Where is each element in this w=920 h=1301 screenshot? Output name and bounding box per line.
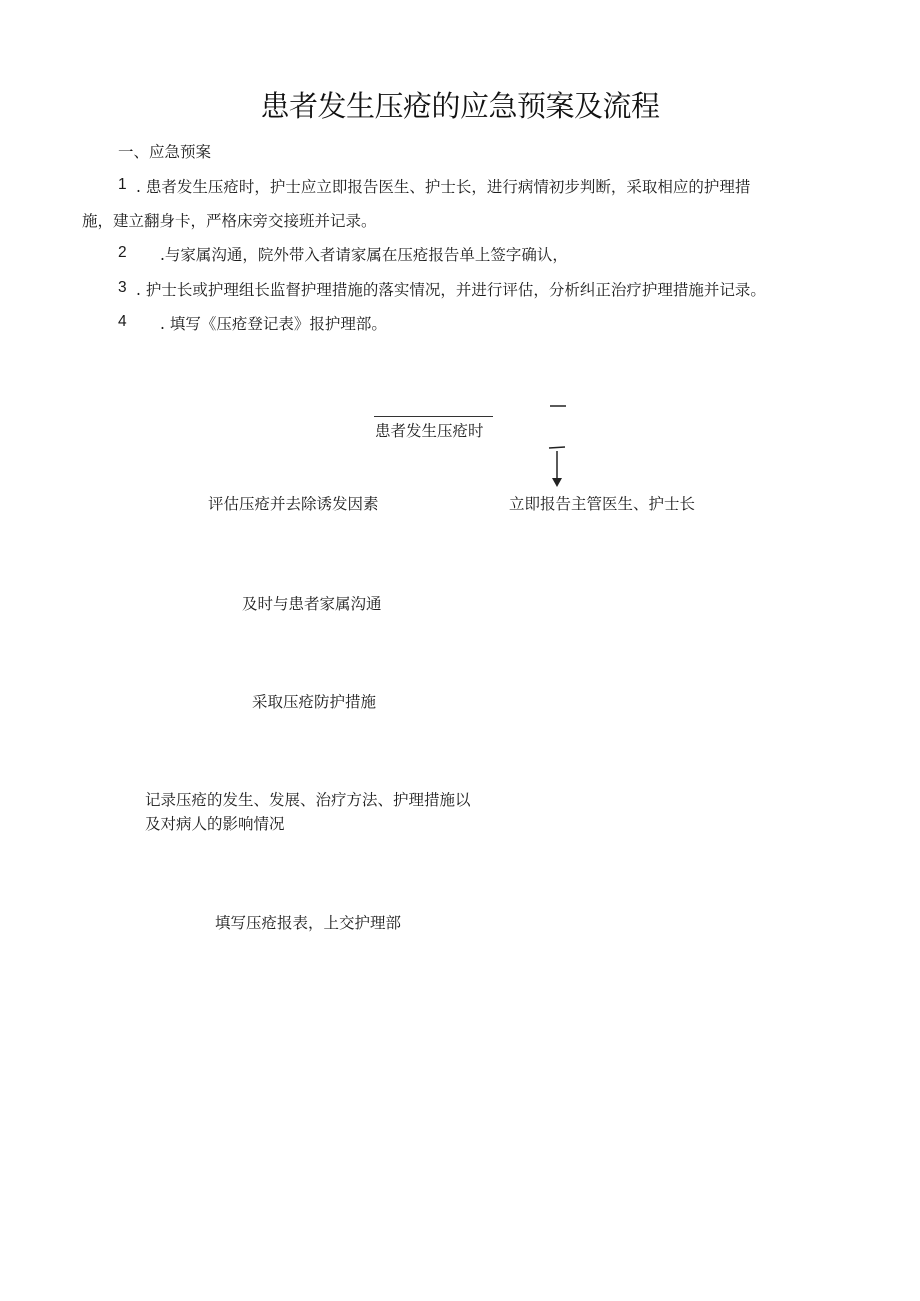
item-text-continued: 施，建立翻身卡，严格床旁交接班并记录。 (82, 212, 377, 230)
document-title: 患者发生压疮的应急预案及流程 (260, 89, 660, 123)
flow-start: 患者发生压疮时 (375, 422, 484, 440)
connector-stub (549, 447, 565, 448)
item-text: .与家属沟通，院外带入者请家属在压疮报告单上签字确认， (160, 246, 568, 264)
flow-measures: 采取压疮防护措施 (252, 693, 377, 711)
flow-report: 立即报告主管医生、护士长 (509, 495, 696, 513)
flow-record: 记录压疮的发生、发展、治疗方法、护理措施以 (145, 791, 471, 809)
down-arrow-icon (552, 478, 562, 487)
flow-assess: 评估压疮并去除诱发因素 (208, 495, 379, 513)
item-number: 2 (118, 244, 127, 261)
flow-communicate: 及时与患者家属沟通 (242, 595, 382, 613)
flow-submit: 填写压疮报表，上交护理部 (215, 914, 402, 932)
item-text: . 护士长或护理组长监督护理措施的落实情况，并进行评估，分析纠正治疗护理措施并记录。 (136, 281, 766, 299)
item-number: 1 (118, 176, 127, 193)
item-number: 4 (118, 313, 127, 330)
section-heading: 一、应急预案 (118, 143, 212, 161)
item-text: . 患者发生压疮时，护士应立即报告医生、护士长，进行病情初步判断，采取相应的护理措 (136, 178, 751, 196)
item-number: 3 (118, 279, 127, 296)
item-text: . 填写《压疮登记表》报护理部。 (160, 315, 387, 333)
flow-record-continued: 及对病人的影响情况 (145, 815, 285, 833)
